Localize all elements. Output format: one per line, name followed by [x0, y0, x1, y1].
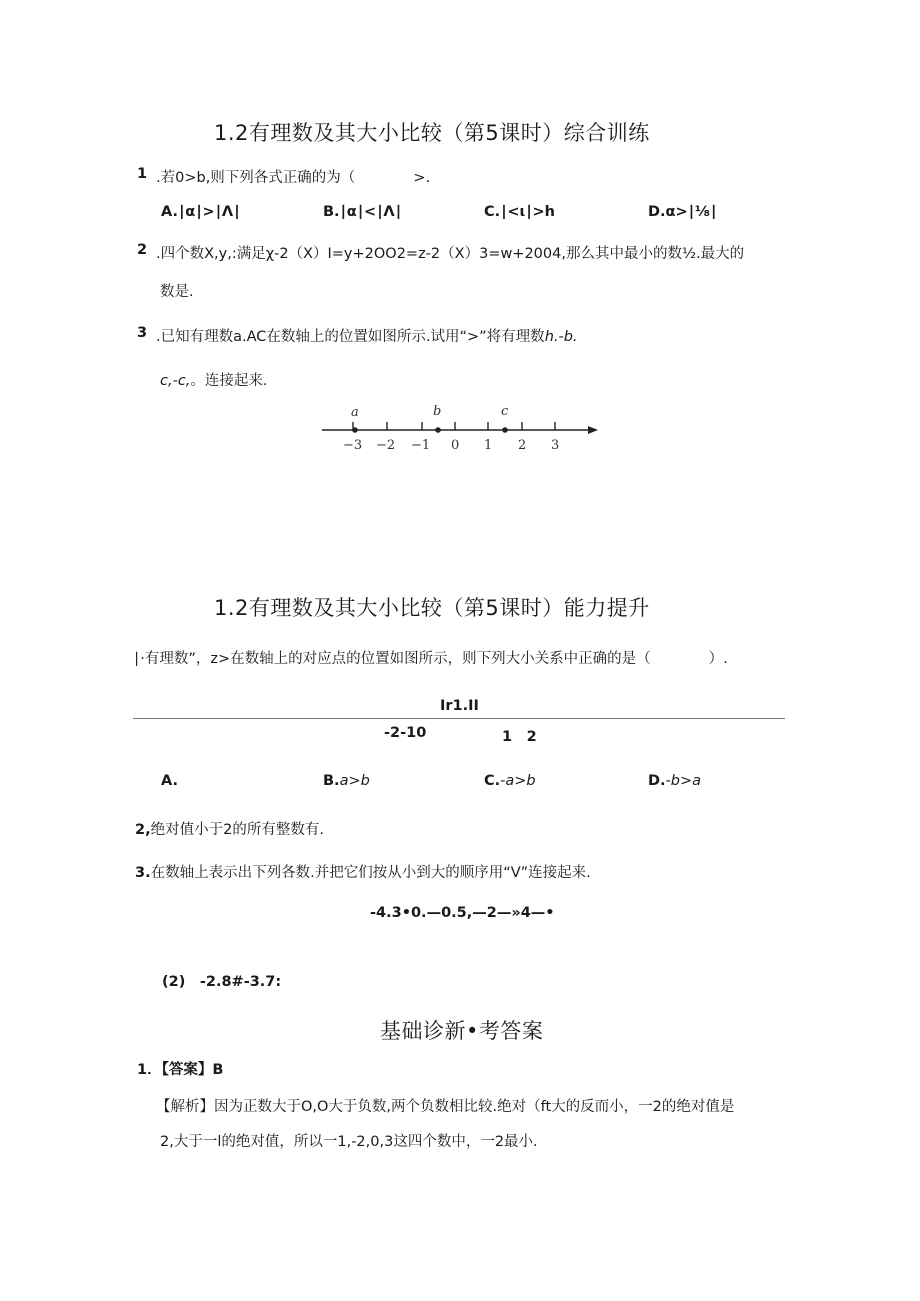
point-b-dot [435, 427, 441, 433]
q3-line1 [156, 325, 578, 346]
s2-q3-sub1: -4.3•0.—0.5,—2—»4—• [370, 905, 555, 921]
s2-q1-option-d-expr: -b>a [665, 773, 702, 789]
q1-number [137, 166, 147, 182]
s2-q2 [135, 818, 324, 839]
tick-label-2: 2 [518, 438, 527, 453]
tick-label-neg3: −3 [343, 438, 363, 453]
tick-label-neg2: −2 [376, 438, 396, 453]
s2-q1-figure-right-labels: 1 2 [502, 729, 537, 745]
s2-q1-figure-top: Ir1.II [440, 698, 479, 714]
point-a-dot [352, 427, 358, 433]
q1-num: 1 [137, 166, 148, 182]
q2-num: 2 [137, 242, 148, 258]
s2-q2-num: 2, [135, 822, 151, 838]
q3-num: 3 [137, 325, 148, 341]
s2-q1-option-b-expr: a>b [339, 773, 370, 789]
answer-explanation-line1: 【解析】因为正数大于O,O大于负数,两个负数相比较.绝对（ft大的反而小，一2的绝对值是 [156, 1099, 735, 1115]
s2-q1-option-a-letter: A. [161, 773, 178, 789]
q3-line2-vars: c,-c, [160, 373, 191, 389]
s2-q1-figure-line [133, 718, 785, 719]
s2-q1-option-b [323, 773, 370, 789]
s2-q1-option-d-letter: D. [648, 773, 666, 789]
section2-title: 1.2有理数及其大小比较（第5课时）能力提升 [214, 596, 650, 620]
number-line-figure [318, 400, 604, 456]
s2-q1-option-a [161, 773, 178, 789]
point-c-dot [502, 427, 508, 433]
point-a-label: a [351, 405, 359, 420]
q3-line2 [160, 369, 268, 390]
s2-q3-sub2: (2) -2.8#-3.7: [162, 974, 282, 990]
q1-option-d: D.α>∣⅛∣ [648, 204, 718, 220]
s2-q1-figure-left-labels: -2-10 [384, 725, 427, 741]
s2-q1-option-b-letter: B. [323, 773, 340, 789]
q1-option-a: A.∣α∣>∣Λ∣ [161, 204, 241, 220]
s2-q3-num: 3. [135, 865, 151, 881]
s2-q1-text: ∣·有理数”，z>在数轴上的对应点的位置如图所示，则下列大小关系中正确的是（ ）. [133, 651, 728, 667]
s2-q3-text: 在数轴上表示出下列各数.并把它们按从小到大的顺序用“V”连接起来. [150, 865, 591, 881]
s2-q2-text: 绝对值小于2的所有整数有. [150, 822, 324, 838]
answer-item-1: 1．【答案】B [137, 1062, 224, 1078]
tick-label-3: 3 [551, 438, 560, 453]
answers-title: 基础诊新•考答案 [380, 1019, 544, 1043]
q1-option-b: B.∣α∣<∣Λ∣ [323, 204, 402, 220]
s2-q1-option-c-letter: C. [484, 773, 501, 789]
point-c-label: c [501, 404, 509, 419]
q3-line1-text: .已知有理数a.AC在数轴上的位置如图所示.试用“>”将有理数 [156, 329, 545, 345]
number-line-arrow [588, 426, 598, 434]
s2-q1-option-d [648, 773, 701, 789]
q3-line2-text: 。连接起来. [190, 373, 268, 389]
q2-line2: 数是. [160, 284, 194, 300]
q1-option-c: C.∣<ι∣>h [484, 204, 555, 220]
number-line-ticks [353, 422, 555, 430]
q2-line1: .四个数X,y,:满足χ-2（X）I=y+2OO2=z-2（X）3=w+2004,那么其中最小的数½.最大的 [156, 246, 745, 262]
s2-q1-option-c-expr: -a>b [500, 773, 536, 789]
section1-title: 1.2有理数及其大小比较（第5课时）综合训练 [214, 121, 650, 145]
point-b-label: b [433, 404, 442, 419]
q3-line1-vars: h.-b. [544, 329, 578, 345]
answer-explanation-line2: 2,大于一l的绝对值，所以一1,-2,0,3这四个数中，一2最小. [160, 1134, 538, 1150]
s2-q1-option-c [484, 773, 536, 789]
tick-label-1: 1 [484, 438, 493, 453]
q1-text: .若0>b,则下列各式正确的为（ >. [156, 170, 431, 186]
tick-label-neg1: −1 [411, 438, 431, 453]
s2-q3 [135, 861, 591, 882]
tick-label-0: 0 [451, 438, 460, 453]
